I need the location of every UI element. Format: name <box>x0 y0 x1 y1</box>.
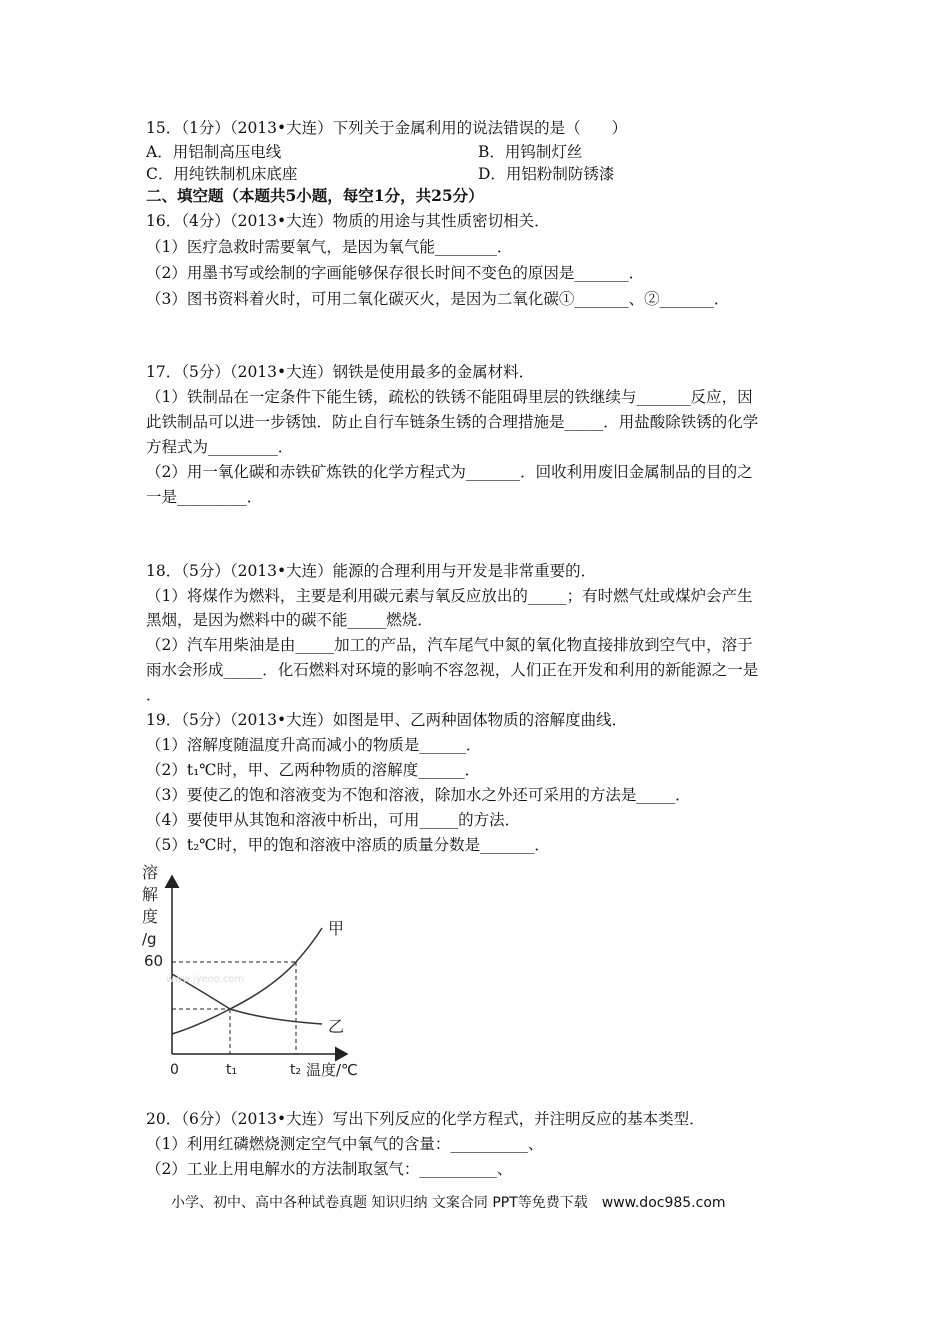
q16-line: （2）用墨书写或绘制的字画能够保存很长时间不变色的原因是_______． <box>146 264 645 282</box>
y-label-3: 度 <box>142 907 159 926</box>
q15-option-d: D．用铝粉制防锈漆 <box>478 165 615 183</box>
q17-line: 此铁制品可以进一步锈蚀．防止自行车链条生锈的合理措施是_____．用盐酸除铁锈的化学 <box>146 413 759 431</box>
q17-line: （2）用一氧化碳和赤铁矿炼铁的化学方程式为_______．回收利用废旧金属制品的目的之 <box>146 463 753 481</box>
origin-label: 0 <box>170 1062 179 1078</box>
y-label-4: /g <box>142 930 157 948</box>
q19-line: （4）要使甲从其饱和溶液中析出，可用_____的方法． <box>146 811 521 829</box>
q15-stem: 15．（1分）（2013•大连）下列关于金属利用的说法错误的是（ ） <box>146 119 628 137</box>
q18-stem: 18．（5分）（2013•大连）能源的合理利用与开发是非常重要的． <box>146 562 597 580</box>
q16-stem: 16．（4分）（2013•大连）物质的用途与其性质密切相关． <box>146 212 550 230</box>
t2-label: t₂ <box>290 1062 302 1078</box>
q17-stem: 17．（5分）（2013•大连）钢铁是使用最多的金属材料． <box>146 363 535 381</box>
q19-line: （5）t₂℃时，甲的饱和溶液中溶质的质量分数是_______． <box>146 836 550 854</box>
q17-line: 方程式为_________． <box>146 438 294 456</box>
graph-watermark: www.jyeoo.com <box>166 974 245 985</box>
q18-line: ． <box>146 686 162 704</box>
y-tick-60: 60 <box>144 952 164 970</box>
curve-jia-label: 甲 <box>328 919 345 938</box>
curve-yi-label: 乙 <box>328 1017 345 1036</box>
q19-line: （3）要使乙的饱和溶液变为不饱和溶液，除加水之外还可采用的方法是_____． <box>146 786 691 804</box>
q15-option-c: C．用纯铁制机床底座 <box>146 165 298 183</box>
q19-stem: 19．（5分）（2013•大连）如图是甲、乙两种固体物质的溶解度曲线． <box>146 711 628 729</box>
q19-line: （2）t₁℃时，甲、乙两种物质的溶解度______． <box>146 761 481 779</box>
q20-line: （2）工业上用电解水的方法制取氢气：__________、 <box>146 1160 513 1178</box>
t1-label: t₁ <box>226 1062 238 1078</box>
q16-line: （1）医疗急救时需要氧气，是因为氧气能________． <box>146 238 513 256</box>
q15-option-a: A．用铝制高压电线 <box>146 143 282 161</box>
q17-line: 一是_________． <box>146 488 263 506</box>
q17-line: （1）铁制品在一定条件下能生锈，疏松的铁锈不能阻碍里层的铁继续与_______反应，因 <box>146 388 753 406</box>
q18-line: 黑烟，是因为燃料中的碳不能_____燃烧． <box>146 611 433 629</box>
q18-line: 雨水会形成_____．化石燃料对环境的影响不容忽视，人们正在开发和利用的新能源之一是 <box>146 661 759 679</box>
y-label-2: 解 <box>142 885 159 904</box>
q20-line: （1）利用红磷燃烧测定空气中氧气的含量：__________、 <box>146 1135 544 1153</box>
y-label-1: 溶 <box>142 863 159 882</box>
q18-line: （1）将煤作为燃料，主要是利用碳元素与氧反应放出的_____；有时燃气灶或煤炉会产生 <box>146 587 753 605</box>
q18-line: （2）汽车用柴油是由_____加工的产品，汽车尾气中氮的氧化物直接排放到空气中，溶于 <box>146 636 753 654</box>
solubility-graph <box>140 858 380 1083</box>
q20-stem: 20．（6分）（2013•大连）写出下列反应的化学方程式，并注明反应的基本类型． <box>146 1110 705 1128</box>
q19-line: （1）溶解度随温度升高而减小的物质是______． <box>146 736 482 754</box>
footer-text: 小学、初中、高中各种试卷真题 知识归纳 文案合同 PPT等免费下载 www.doc985.com <box>171 1195 726 1211</box>
x-axis-label: 温度/℃ <box>306 1061 358 1079</box>
section-heading: 二、填空题（本题共5小题，每空1分，共25分） <box>146 186 484 205</box>
q16-line: （3）图书资料着火时，可用二氧化碳灭火，是因为二氧化碳①_______、②_______． <box>146 290 730 308</box>
q15-option-b: B．用钨制灯丝 <box>478 143 583 161</box>
